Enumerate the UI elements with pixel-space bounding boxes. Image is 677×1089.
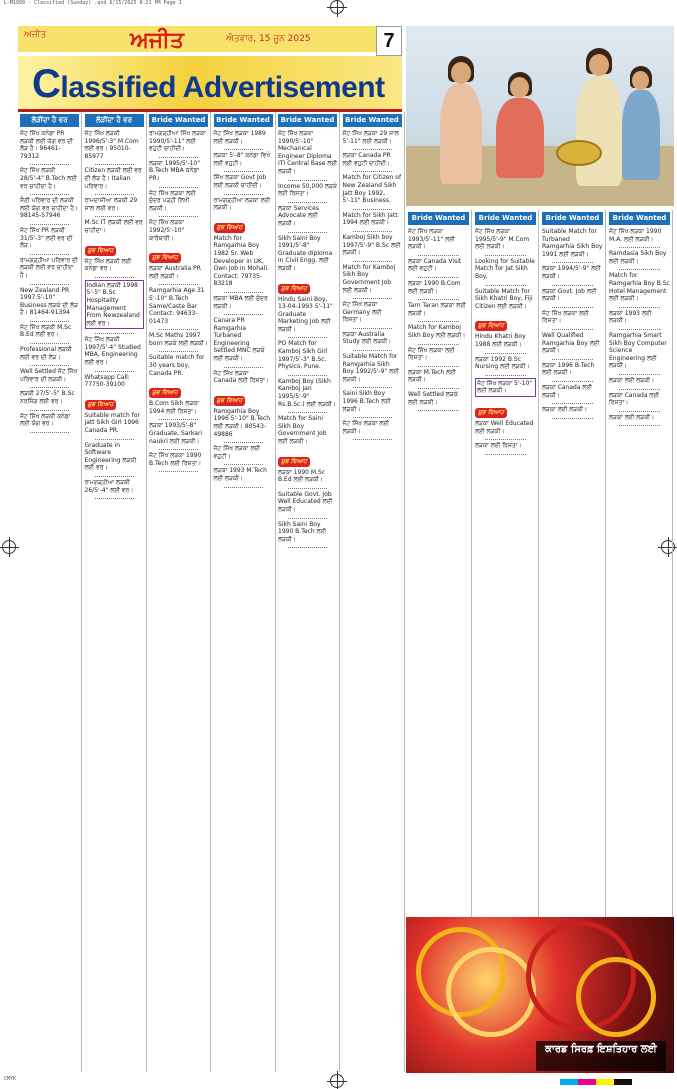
classified-ad: Match for Ramgarhia Boy 1982 Sr. Web Developer in UK, Own Job in Mohali. Contact: 79735-83218 — [213, 234, 269, 288]
ad-separator — [278, 516, 337, 521]
ad-separator — [149, 214, 208, 219]
column-header: Bride Wanted — [149, 114, 208, 127]
classified-ad: ਜੱਟ ਸਿੱਖ ਲੜਕੀ M.Sc B.Ed ਲਈ ਵਰ। — [20, 323, 72, 339]
registration-mark-icon — [2, 540, 16, 554]
classified-ad: Indian ਲੜਕੀ 1998 5'-5" B.Sc Hospitality Management From Newzealand ਲਈ ਵਰ। — [85, 280, 144, 330]
ad-column — [18, 112, 82, 1072]
classified-ad: ਜੱਟ ਸਿੱਖ ਲੜਕਾ ਲਈ ਲੜਕੀ। — [342, 420, 390, 435]
classified-ad: ਜੱਟ ਸਿੱਖ ਲੜਕਾ 1993/5'-11" ਲਈ ਲੜਕੀ। — [408, 228, 455, 251]
ad-separator — [343, 437, 402, 442]
ad-separator — [214, 169, 273, 174]
ad-separator — [85, 369, 144, 374]
ad-separator — [85, 275, 144, 280]
classified-ad: ਲੜਕਾ Govt. Job ਲਈ ਲੜਕੀ। — [542, 287, 597, 303]
classified-ad: ਲੜਕਾ Canada Visit ਲਈ ਵਹੁਟੀ। — [408, 257, 462, 273]
column-header: ਲੋੜੀਂਦਾ ਹੈ ਵਰ — [20, 114, 79, 127]
ad-separator — [542, 401, 603, 406]
classified-ad: ਲੜਕਾ ਲਈ ਲੜਕੀ। — [609, 376, 655, 384]
ad-separator — [278, 410, 337, 415]
column-header: Bride Wanted — [609, 212, 670, 225]
classified-ad: Ramgarhia Age 31 5'-10" B.Tech Same/Caste Bar Contact: 94633-01473 — [149, 287, 205, 325]
ad-separator — [408, 342, 469, 347]
classified-ad: ਰਾਮਦਾਸੀਆ ਲੜਕੀ 29 ਸਾਲ ਲਈ ਵਰ। — [84, 197, 138, 212]
ad-separator — [609, 305, 670, 310]
classified-ad: ਰਾਮਗੜ੍ਹੀਆ ਸਿੱਖ ਲੜਕਾ 1990/5'-11" ਲਈ ਵਹੁਟੀ ਚਾਹੀਦੀ। — [149, 130, 206, 153]
ad-column — [276, 112, 340, 1072]
ad-separator — [542, 416, 603, 421]
ad-separator — [278, 178, 337, 183]
classified-ad: ਲੜਕਾ 1990 B.Com ਲਈ ਲੜਕੀ। — [408, 279, 461, 295]
ad-separator — [214, 290, 273, 295]
classified-ad: ਰਾਮਗੜ੍ਹੀਆ ਪਰਿਵਾਰ ਦੀ ਲੜਕੀ ਲਈ ਵਰ ਚਾਹੀਦਾ ਹੈ। — [20, 256, 78, 279]
ad-separator — [343, 385, 402, 390]
classified-ad: ਲੜਕਾ Well Educated ਲਈ ਲੜਕੀ। — [475, 419, 534, 435]
classified-ad: ਜੱਟ ਸਿੱਖ ਲੜਕੀ ਕਨੇਡਾ ਲਈ ਯੋਗ ਵਰ। — [20, 412, 71, 428]
ad-separator — [278, 230, 337, 235]
classified-ad: ਜੱਟ ਸਿੱਖ ਲੜਕਾ ਲਈ ਵਹੁਟੀ। — [213, 445, 261, 460]
hero-illustration — [406, 26, 674, 206]
ad-separator — [343, 326, 402, 331]
ad-separator — [20, 162, 79, 167]
masthead-strip — [18, 26, 402, 52]
classified-ad: Ramgarhia Boy 1996 5'-10" B.Tech ਲਈ ਲੜਕੀ। 80543-49886 — [213, 407, 271, 438]
classified-columns — [18, 112, 404, 1072]
ad-separator — [475, 351, 536, 356]
classified-ad: ਜੱਟ ਸਿੱਖ ਲੜਕਾ 1990/5'-10" Mechanical Engineer Diploma ITI Central Base ਲਈ ਲੜਕੀ। — [278, 130, 338, 175]
ad-separator — [149, 469, 208, 474]
classified-ad: Match for Kamboj Sikh Boy ਲਈ ਲੜਕੀ। — [408, 324, 466, 339]
ad-separator — [475, 283, 536, 288]
classified-ad: ਜੱਟ ਸਿੱਖ PR ਲੜਕੀ 31/5'-3" ਲਈ ਵਰ ਦੀ ਲੋੜ। — [20, 226, 73, 250]
ad-column — [341, 112, 405, 1072]
classified-ad: New Zealand PR 1997 5'-10" Business ਲੜਕੇ ਦੀ ਲੋੜ ਹੈ। 81464-91394 — [20, 286, 78, 317]
page-number: 7 — [376, 26, 402, 56]
ad-separator — [149, 349, 208, 354]
ad-separator — [343, 229, 402, 234]
ad-separator — [408, 408, 469, 413]
ad-separator — [609, 423, 670, 428]
classified-ad: Whatsapp Call: 77750-39100 — [84, 373, 130, 389]
section-title — [32, 62, 385, 107]
classified-ad: ਰਾਮਗੜ੍ਹੀਆ ਲੜਕਾ ਲਈ ਲੜਕੀ। — [213, 196, 271, 212]
classified-ad: ਲੜਕਾ 1996 B.Tech ਲਈ ਲੜਕੀ। — [542, 361, 595, 377]
section-title-initial: C — [32, 62, 61, 106]
classified-ad: ਲੜਕਾ Australia PR ਲਈ ਲੜਕੀ। — [149, 265, 201, 280]
classified-ad: ਜੱਟ ਸਿੱਖ ਲੜਕਾ 1995/5'-9" M.Com ਲਈ ਲੜਕੀ। — [475, 228, 530, 251]
wedding-stamp-badge: ਸ਼ੁਭ ਵਿਆਹ — [85, 400, 117, 410]
classified-ad: Ramgarhia Smart Sikh Boy Computer Science Engineering ਲਈ ਲੜਕੀ। — [609, 331, 667, 370]
ad-separator — [20, 341, 79, 346]
classified-ad: Match for Sikh Jatt 1994 ਲਈ ਲੜਕੀ। — [342, 211, 398, 227]
ad-separator — [343, 207, 402, 212]
ad-separator — [149, 447, 208, 452]
classified-ad: ਜੱਟ ਸਿੱਖ ਲੜਕਾ 5'-10" ਲਈ ਲੜਕੀ। — [475, 378, 536, 397]
ad-separator — [149, 185, 208, 190]
ad-separator — [149, 282, 208, 287]
column-header: Bride Wanted — [408, 212, 469, 225]
column-header: Bride Wanted — [475, 212, 536, 225]
ad-separator — [85, 214, 144, 219]
ad-separator — [214, 192, 273, 197]
ad-separator — [214, 147, 273, 152]
column-header: ਲੋੜੀਂਦਾ ਹੈ ਵਰ — [85, 114, 144, 127]
classified-ad: Match for Citizen of New Zealand Sikh Jatt Boy 1992, 5'-11" Business. — [342, 174, 402, 205]
classified-ad: ਲੜਕਾ ਲਈ ਲੜਕੀ। — [542, 406, 588, 414]
ad-separator — [278, 200, 337, 205]
ad-separator — [278, 545, 337, 550]
classified-ad: ਲੜਕਾ 1990 M.Sc B.Ed ਲਈ ਲੜਕੀ। — [278, 468, 326, 484]
classified-ad: ਜੱਟ ਸਿੱਖ ਲੜਕਾ 1992/5'-10" ਕਾਰੋਬਾਰੀ। — [149, 219, 185, 242]
ad-column — [83, 112, 147, 1072]
ad-separator — [343, 348, 402, 353]
classified-ad: M.Sc Maths 1997 born ਲੜਕੇ ਲਈ ਲੜਕੀ। — [149, 332, 208, 347]
classified-ad: ਲੜਕਾ 1994/5'-9" ਲਈ ਲੜਕੀ। — [542, 265, 601, 280]
ad-column — [147, 112, 211, 1072]
classified-ad: ਜੱਟ ਸਿੱਖ ਲੜਕਾ 1990 M.A. ਲਈ ਲੜਕੀ। — [609, 228, 662, 243]
ad-separator — [475, 437, 536, 442]
ad-separator — [278, 486, 337, 491]
ad-separator — [85, 496, 144, 501]
classified-ad: Match for Kamboj Sikh Boy Government Job ਲਈ ਲੜਕੀ। — [342, 263, 396, 294]
wedding-stamp-badge: ਸ਼ੁਭ ਵਿਆਹ — [278, 457, 310, 467]
classified-ad: ਸੈਣੀ ਪਰਿਵਾਰ ਦੀ ਲੜਕੀ ਲਈ ਯੋਗ ਵਰ ਚਾਹੀਦਾ ਹੈ। 98145-57946 — [20, 197, 78, 220]
ad-separator — [149, 327, 208, 332]
ad-separator — [214, 365, 273, 370]
classified-ad: ਰਾਮਗੜ੍ਹੀਆ ਲੜਕੀ 26/5'-4" ਲਈ ਵਰ। — [84, 479, 134, 494]
classified-ad: ਲੜਕੀ 27/5'-5" B.Sc ਨਰਸਿੰਗ ਲਈ ਵਰ। — [20, 390, 75, 406]
classified-ad: Saini Sikh Boy 1996 B.Tech ਲਈ ਲੜਕੀ। — [342, 390, 391, 413]
classified-ad: Suitable Match for Ramgarhia Sikh Boy 1992/5'-9" ਲਈ ਲੜਕੀ। — [342, 353, 399, 383]
bangles-photo — [406, 917, 674, 1073]
photo-caption: ਕਾਰਡ ਸਿਰਫ਼ ਇਸ਼ਤਿਹਾਰ ਲਈ — [536, 1041, 666, 1071]
classified-ad: ਜੱਟ ਸਿੱਖ ਲੜਕਾ ਲਈ ਰਿਸ਼ਤਾ। — [408, 346, 455, 362]
classified-ad: Kamboj Sikh boy 1997/5'-9" B.Sc ਲਈ ਲੜਕੀ। — [342, 233, 401, 257]
ad-separator — [408, 319, 469, 324]
ad-separator — [20, 319, 79, 324]
ad-separator — [475, 452, 536, 457]
classified-ad: ਲੜਕਾ Canada ਲਈ ਲੜਕੀ। — [542, 383, 593, 399]
column-header: Bride Wanted — [278, 114, 337, 127]
ad-separator — [85, 192, 144, 197]
classified-ad: Suitable Match for Sikh Khatri Boy, Fiji Citizen ਲਈ ਲੜਕੀ। — [475, 287, 533, 310]
classified-ad: ਲੜਕਾ 1993 ਲਈ ਲੜਕੀ। — [609, 309, 652, 325]
ad-separator — [408, 386, 469, 391]
ad-separator — [20, 192, 79, 197]
section-banner — [18, 56, 402, 112]
classified-ad: ਜੱਟ ਸਿੱਖ ਲੜਕਾ 1990 B.Tech ਲਈ ਰਿਸ਼ਤਾ। — [149, 452, 202, 467]
wedding-stamp-badge: ਸ਼ੁਭ ਵਿਆਹ — [214, 223, 246, 233]
registration-mark-icon — [330, 0, 344, 14]
classified-ad: Hindu Saini Boy, 13-04-1993 5'-11" Graduate Marketing Job ਲਈ ਲੜਕੀ। — [278, 295, 333, 333]
classified-ad: ਜੱਟ ਸਿੱਖ ਲੜਕਾ Germany ਲਈ ਰਿਸ਼ਤਾ। — [342, 301, 382, 324]
classified-ad: ਜੱਟ ਸਿੱਖ ਲੜਕੀ 28/5'-4" B.Tech ਲਈ ਵਰ ਚਾਹੀਦਾ ਹੈ। — [20, 167, 77, 190]
classified-ad: ਲੜਕਾ 5'-8" ਕਨੇਡਾ ਵਿਖੇ ਲਈ ਵਹੁਟੀ। — [213, 152, 271, 167]
ad-separator — [408, 364, 469, 369]
classified-ad: Sikh Saini Boy 1990 B.Tech ਲਈ ਲੜਕੀ। — [278, 520, 327, 543]
newspaper-logo: ਅਜੀਤ — [130, 27, 184, 53]
ad-separator — [85, 162, 144, 167]
classified-ad: ਲੜਕਾ 1992 B.Sc Nursing ਲਈ ਲੜਕੀ। — [475, 355, 530, 371]
print-slug: L-M1099 - Classified (Sunday) .qxd 6/15/2025 8:21 PM Page 1 — [4, 0, 182, 6]
ad-separator — [408, 297, 469, 302]
classified-ad: Professional ਲੜਕੀ ਲਈ ਵਰ ਦੀ ਲੋੜ। — [20, 346, 72, 361]
classified-ad: Sikh Saini Boy 1991/5'-8" Graduate diploma in Civil Engg. ਲਈ ਲੜਕੀ। — [278, 234, 333, 272]
wedding-stamp-badge: ਸ਼ੁਭ ਵਿਆਹ — [85, 246, 117, 256]
ad-separator — [20, 408, 79, 413]
ad-separator — [542, 327, 603, 332]
ad-separator — [343, 296, 402, 301]
ad-separator — [20, 252, 79, 257]
ad-separator — [214, 462, 273, 467]
print-footer: CMYK — [4, 1076, 17, 1082]
wedding-stamp-badge: ਸ਼ੁਭ ਵਿਆਹ — [149, 253, 181, 263]
classified-ad: ਲੜਕਾ ਲਈ ਲੜਕੀ। — [609, 413, 655, 421]
ad-separator — [20, 385, 79, 390]
ad-separator — [278, 335, 337, 340]
ad-separator — [542, 379, 603, 384]
ad-separator — [542, 305, 603, 310]
classified-ad: ਲੜਕਾ Canada ਲਈ ਰਿਸ਼ਤਾ। — [609, 391, 660, 407]
classified-ad: ਜੱਟ ਸਿੱਖ ਲੜਕੀ ਲਈ ਕਨੇਡਾ ਵਰ। — [84, 257, 132, 273]
classified-ad: ਲੜਕਾ 1993 M.Tech ਲਈ ਲੜਕੀ। — [213, 467, 267, 482]
classified-ad: ਲੜਕਾ MBA ਲਈ ਸੁੰਦਰ ਲੜਕੀ। — [213, 294, 268, 310]
ad-separator — [85, 331, 144, 336]
ad-separator — [214, 312, 273, 317]
classified-ad: Hindu Khatri Boy 1988 ਲਈ ਲੜਕੀ। — [475, 333, 526, 348]
ad-separator — [343, 259, 402, 264]
classified-ad: Well Settled ਜੱਟ ਸਿੱਖ ਪਰਿਵਾਰ ਦੀ ਲੜਕੀ। — [20, 368, 78, 383]
classified-ad: ਜੱਟ ਸਿੱਖ ਲੜਕੀ 1997/5'-4" Studied MBA, Engineering ਲਈ ਵਰ। — [84, 336, 141, 367]
classified-ad: Suitable match for 30 years boy, Canada PR. — [149, 354, 205, 377]
ad-separator — [20, 363, 79, 368]
classified-ad: Kamboj Boy (Sikh Kamboj Jan 1995/5'-9" Rs.B.Sc.) ਲਈ ਲੜਕੀ। — [278, 377, 336, 408]
wedding-stamp-badge: ਸ਼ੁਭ ਵਿਆਹ — [214, 396, 246, 406]
classified-ad: PO Match for Kamboj Sikh Girl 1997/5'-3" B.Sc. Physics, Pune. — [278, 340, 328, 371]
ad-separator — [214, 440, 273, 445]
ad-separator — [609, 409, 670, 414]
ad-separator — [609, 387, 670, 392]
ad-separator — [214, 485, 273, 490]
classified-ad: Looking for Suitable Match for Jat Sikh Boy. — [475, 257, 535, 280]
section-title-rest: lassified Advertisement — [60, 71, 385, 104]
ad-separator — [149, 417, 208, 422]
masthead — [18, 26, 402, 112]
ad-separator — [609, 245, 670, 250]
classified-ad: ਲੜਕਾ M.Tech ਲਈ ਲੜਕੀ। — [408, 368, 456, 384]
ad-separator — [343, 147, 402, 152]
classified-ad: ਜੱਟ ਸਿੱਖ ਲੜਕਾ ਲਈ ਰਿਸ਼ਤਾ। — [542, 309, 589, 325]
ad-separator — [542, 283, 603, 288]
classified-ad: Match for Ramgarhia Boy B.Sc Hotel Management ਲਈ ਲੜਕੀ। — [609, 272, 670, 303]
masthead-brand: ਅਜੀਤ — [24, 30, 47, 40]
classified-ad: Canara PR Ramgarhia Turbaned Engineering Settled MNC ਲੜਕੇ ਲਈ ਲੜਕੀ। — [213, 317, 265, 363]
classified-ad: Match for Saini Sikh Boy Government Job ਲਈ ਲੜਕੀ। — [278, 415, 327, 445]
classified-ad: Graduate in Software Engineering ਲੜਕੀ ਲਈ ਵਰ। — [84, 441, 137, 472]
classified-ad: Citizen ਲੜਕੀ ਲਈ ਵਰ ਦੀ ਲੋੜ ਹੈ। Italian ਪਰਿਵਾਰ। — [84, 167, 142, 190]
ad-separator — [149, 155, 208, 160]
classified-ad: Suitable match for Jatt Sikh Girl 1996 Canada PR. — [84, 411, 141, 435]
ad-separator — [85, 474, 144, 479]
ad-separator — [542, 260, 603, 265]
wedding-stamp-badge: ਸ਼ੁਭ ਵਿਆਹ — [475, 321, 507, 331]
classified-ad: ਲੜਕਾ Services Advocate ਲਈ ਲੜਕੀ। — [278, 204, 319, 227]
classified-ad: ਲੜਕਾ Canada PR ਲਈ ਵਹੁਟੀ ਚਾਹੀਦੀ। — [342, 152, 391, 167]
wedding-stamp-badge: ਸ਼ੁਭ ਵਿਆਹ — [475, 408, 507, 418]
ad-separator — [542, 357, 603, 362]
classified-ad: ਲੜਕਾ 1993/5'-8" Graduate, Sarkari naukri ਲਈ ਲੜਕੀ। — [149, 422, 203, 445]
classified-ad: Ramdasia Sikh Boy ਲਈ ਲੜਕੀ। — [609, 250, 667, 265]
classified-ad: ਜੱਟ ਸਿੱਖ ਲੜਕਾ 29 ਸਾਲ 5'-11" ਲਈ ਲੜਕੀ। — [342, 130, 399, 145]
column-header: Bride Wanted — [542, 212, 603, 225]
ad-separator — [609, 267, 670, 272]
ad-separator — [609, 327, 670, 332]
ad-separator — [475, 253, 536, 258]
ad-separator — [408, 275, 469, 280]
ad-separator — [609, 372, 670, 377]
classified-ad: ਸਿੱਖ ਲੜਕਾ Govt Job ਲਈ ਲੜਕੀ ਚਾਹੀਦੀ। — [213, 174, 267, 189]
ad-separator — [20, 430, 79, 435]
wedding-stamp-badge: ਸ਼ੁਭ ਵਿਆਹ — [278, 284, 310, 294]
issue-date: ਐਤਵਾਰ, 15 ਜੂਨ 2025 — [226, 34, 311, 44]
ad-separator — [343, 415, 402, 420]
classified-ad: Suitable Match for Turbaned Ramgarhia Sikh Boy 1991 ਲਈ ਲੜਕੀ। — [542, 228, 603, 258]
classified-ad: Well Settled ਲੜਕੇ ਲਈ ਲੜਕੀ। — [408, 390, 458, 406]
column-header: Bride Wanted — [214, 114, 273, 127]
classified-ad: ਜੱਟ ਸਿੱਖ ਲੜਕਾ ਲਈ ਸੁੰਦਰ ਪੜ੍ਹੀ ਲਿਖੀ ਲੜਕੀ। — [149, 189, 196, 212]
classified-ad: ਜੱਟ ਸਿੱਖ ਲੜਕਾ 1989 ਲਈ ਲੜਕੀ। — [213, 130, 266, 145]
ad-separator — [20, 222, 79, 227]
classified-ad: Well Qualified Ramgarhia Boy ਲਈ ਲੜਕੀ। — [542, 331, 600, 355]
ad-separator — [408, 253, 469, 258]
ad-column — [212, 112, 276, 1072]
column-header: Bride Wanted — [343, 114, 402, 127]
classified-ad: B.Com Sikh ਲੜਕਾ 1994 ਲਈ ਰਿਸ਼ਤਾ। — [149, 400, 200, 415]
ad-separator — [278, 373, 337, 378]
ad-separator — [343, 169, 402, 174]
ad-separator — [20, 282, 79, 287]
classified-ad: ਲੜਕਾ ਲਈ ਰਿਸ਼ਤਾ। — [475, 442, 522, 450]
classified-ad: Income 50,000 ਲੜਕੇ ਲਈ ਰਿਸ਼ਤਾ। — [278, 182, 337, 198]
classified-ad: ਜੱਟ ਸਿੱਖ ਲੜਕੀ 1996/5'-3" M.Com ਲਈ ਵਰ। 95010-85977 — [84, 130, 139, 160]
basket-icon — [556, 140, 602, 166]
classified-ad: ਜੱਟ ਸਿੱਖ ਕਨੇਡਾ PR ਲੜਕੀ ਲਈ ਯੋਗ ਵਰ ਦੀ ਲੋੜ ਹੈ। 96461-79312 — [20, 130, 73, 160]
classified-ad: ਜੱਟ ਸਿੱਖ ਲੜਕਾ Canada ਲਈ ਰਿਸ਼ਤਾ। — [213, 369, 270, 385]
ad-separator — [475, 373, 536, 378]
classified-ad: ਲੜਕਾ 1995/5'-10" B.Tech MBA ਕਨੇਡਾ PR। — [149, 159, 201, 182]
classified-ad: Suitable Govt. Job Well Educated ਲਈ ਲੜਕੀ। — [278, 490, 333, 513]
wedding-stamp-badge: ਸ਼ੁਭ ਵਿਆਹ — [149, 388, 181, 398]
classified-ad: Tarn Taran ਲੜਕਾ ਲਈ ਲੜਕੀ। — [408, 302, 466, 317]
classified-ad: M.Sc IT ਲੜਕੀ ਲਈ ਵਰ ਚਾਹੀਦਾ। — [84, 219, 143, 234]
classified-ad: ਲੜਕਾ Australia Study ਲਈ ਲੜਕੀ। — [342, 330, 392, 346]
ad-separator — [85, 437, 144, 442]
